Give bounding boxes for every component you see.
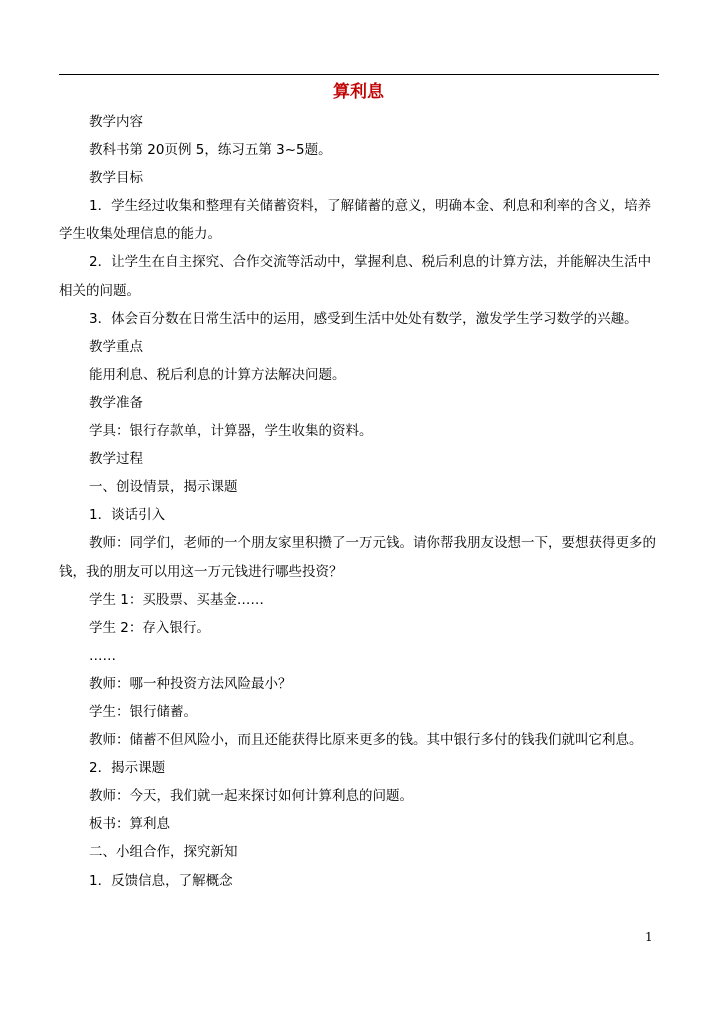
paragraph: 板书：算利息 — [89, 816, 170, 833]
paragraph: 2．揭示课题 — [89, 760, 166, 777]
paragraph: 一、创设情景，揭示课题 — [89, 479, 238, 496]
document-body — [59, 108, 659, 895]
paragraph: 1．学生经过收集和整理有关储蓄资料，了解储蓄的意义，明确本金、利息和利率的含义，培养学生收集处理信息的能力。 — [59, 198, 652, 243]
paragraph: 教学过程 — [89, 451, 143, 468]
page-number: 1 — [645, 930, 653, 944]
paragraph: 学具：银行存款单，计算器，学生收集的资料。 — [89, 423, 373, 440]
paragraph: 教师：储蓄不但风险小，而且还能获得比原来更多的钱。其中银行多付的钱我们就叫它利息。 — [89, 732, 643, 749]
paragraph: 教学内容 — [89, 114, 143, 130]
paragraph: 学生 2：存入银行。 — [89, 619, 210, 636]
paragraph: 教科书第 20页例 5，练习五第 3~5题。 — [89, 142, 332, 159]
paragraph: …… — [89, 647, 116, 664]
paragraph: 教学准备 — [89, 394, 143, 411]
paragraph: 教师：今天，我们就一起来探讨如何计算利息的问题。 — [89, 788, 413, 805]
paragraph: 学生 1：买股票、买基金…… — [89, 591, 264, 608]
paragraph: 二、小组合作，探究新知 — [89, 844, 238, 861]
paragraph: 1．谈话引入 — [89, 507, 166, 524]
paragraph: 2．让学生在自主探究、合作交流等活动中，掌握利息、税后利息的计算方法，并能解决生活中相关的问题。 — [59, 254, 652, 299]
paragraph: 3．体会百分数在日常生活中的运用，感受到生活中处处有数学，激发学生学习数学的兴趣。 — [89, 310, 638, 327]
paragraph: 能用利息、税后利息的计算方法解决问题。 — [89, 366, 346, 383]
header-rule — [59, 74, 659, 75]
paragraph: 教师：同学们，老师的一个朋友家里积攒了一万元钱。请你帮我朋友设想一下，要想获得更多的钱，我的朋友可以用这一万元钱进行哪些投资？ — [59, 535, 656, 580]
document-title: 算利息 — [333, 82, 384, 102]
paragraph: 1．反馈信息，了解概念 — [89, 872, 233, 889]
paragraph: 教师：哪一种投资方法风险最小？ — [89, 675, 292, 692]
paragraph: 教学重点 — [89, 338, 143, 355]
paragraph: 教学目标 — [89, 170, 143, 187]
paragraph: 学生：银行储蓄。 — [89, 703, 197, 720]
